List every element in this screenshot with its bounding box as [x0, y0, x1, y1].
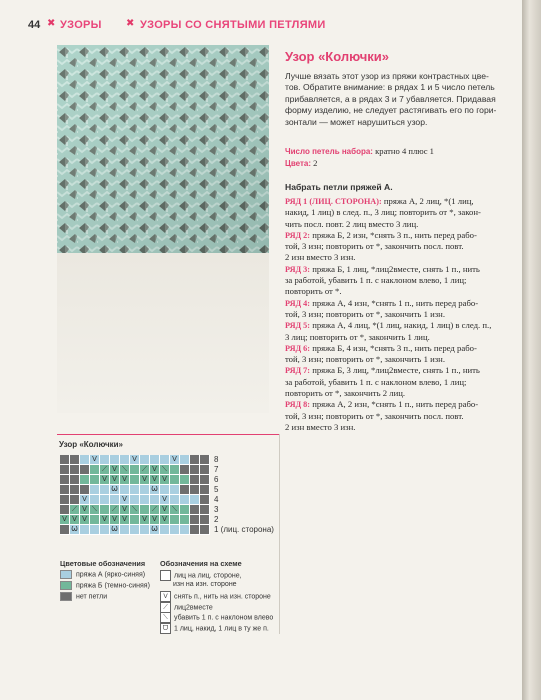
chart-cell — [90, 495, 100, 505]
chart-title: Узор «Колючки» — [59, 440, 123, 449]
chart-cell — [190, 455, 200, 465]
chart-cell — [200, 455, 210, 465]
chart-cell — [180, 515, 190, 525]
row-text: пряжа А, 2 изн, *снять 1 п., нить перед рабо- — [310, 399, 479, 410]
row-text: повторить от *. — [285, 286, 342, 297]
chart-cell: ⟋ — [70, 505, 80, 515]
chart-cell — [100, 485, 110, 495]
chart-cell — [80, 465, 90, 475]
intro-line: прибавляется, а в рядах 3 и 7 убавляется. Придавая — [285, 93, 496, 104]
chart-cell: V — [80, 515, 90, 525]
chart-cell — [70, 455, 80, 465]
chart-cell — [60, 485, 70, 495]
row-text: за работой, убавить 1 п. с наклоном влево, 1 лиц; — [285, 275, 467, 286]
chart-cell — [60, 505, 70, 515]
symbol-key-item — [160, 581, 237, 588]
row-instruction-line — [285, 275, 510, 286]
book-spine — [522, 0, 541, 700]
row-instructions — [285, 196, 510, 433]
chart-cell — [70, 485, 80, 495]
chart-cell: V — [160, 505, 170, 515]
chart-cell: V — [100, 475, 110, 485]
row-instruction-line — [285, 264, 510, 275]
chart-cell — [160, 485, 170, 495]
chart-cell — [200, 525, 210, 535]
chart-cell — [170, 485, 180, 495]
chart-cell — [180, 525, 190, 535]
chart-cell — [180, 485, 190, 495]
chart-cell — [120, 485, 130, 495]
row-number: 1 (лиц. сторона) — [214, 525, 274, 534]
chart-cell — [80, 455, 90, 465]
row-label: РЯД 8: — [285, 400, 311, 410]
intro-line: зонтали — может нарушиться узор. — [285, 116, 428, 127]
chart-cell: V — [80, 505, 90, 515]
page-header — [0, 16, 522, 36]
row-text: той, 3 изн; повторить от *, закончить посл. повт. — [285, 241, 464, 252]
row-instruction-line — [285, 219, 510, 230]
intro-line: Лучше вязать этот узор из пряжи контрастных цве- — [285, 71, 489, 81]
chart-cell: V — [150, 515, 160, 525]
chart-cell: V — [140, 515, 150, 525]
row-instruction-line — [285, 286, 510, 297]
intro-line: форму изделию, не следует растягивать его по гори- — [285, 105, 497, 116]
panel-divider — [279, 434, 280, 634]
chart-cell — [200, 485, 210, 495]
symbol-swatch: V — [160, 591, 171, 602]
row-instruction-line — [285, 377, 510, 388]
pattern-photo — [57, 45, 269, 253]
row-text: той, 3 изн; повторить от *, закончить 1 изн. — [285, 308, 445, 319]
chart-cell — [140, 485, 150, 495]
chart-cell — [120, 525, 130, 535]
cast-on-value: кратно 4 плюс 1 — [372, 146, 434, 156]
chart-cell — [190, 525, 200, 535]
chart-cell — [70, 475, 80, 485]
row-text: пряжа А, 4 изн, *снять 1 п., нить перед рабо- — [310, 297, 479, 308]
chart-cell — [130, 495, 140, 505]
chart-cell — [60, 525, 70, 535]
row-instruction-line — [285, 332, 510, 343]
row-text: 2 изн вместо 3 изн. — [285, 252, 356, 263]
chart-cell: V — [70, 515, 80, 525]
chart-cell: V — [100, 515, 110, 525]
row-instruction-line — [285, 399, 510, 410]
symbol-key-item — [160, 612, 273, 623]
row-text: накид, 1 лиц) в след. п., 3 лиц; повторить от *, закон- — [285, 207, 481, 218]
chart-cell: ⟍ — [90, 505, 100, 515]
header-separator-icon: ✖ — [126, 18, 135, 29]
color-key-label: пряжа А (ярко-синяя) — [76, 571, 146, 579]
chart-cell — [110, 455, 120, 465]
row-instruction-line — [285, 298, 510, 309]
chart-cell — [160, 455, 170, 465]
chart-cell: ⟋ — [140, 465, 150, 475]
color-key-title: Цветовые обозначения — [60, 559, 146, 568]
row-text: пряжа Б, 3 лиц, *лиц2вместе, снять 1 п., нить — [310, 365, 480, 376]
color-swatch — [60, 570, 72, 579]
chart-cell — [100, 455, 110, 465]
chart-cell — [140, 525, 150, 535]
cast-on-instruction: Набрать петли пряжей А. — [285, 182, 393, 192]
chart-cell — [140, 495, 150, 505]
row-text: пряжа А, 4 лиц, *(1 лиц, накид, 1 лиц) в след. п., — [310, 320, 492, 331]
color-key-item — [60, 592, 107, 601]
row-instruction-line — [285, 241, 510, 252]
chart-cell: V — [160, 475, 170, 485]
chart-cell — [190, 465, 200, 475]
chart-cell — [180, 465, 190, 475]
pattern-title: Узор «Колючки» — [285, 49, 389, 64]
chart-cell — [150, 495, 160, 505]
chart-cell: V — [120, 505, 130, 515]
page-number: 44 — [28, 19, 41, 31]
chart-cell — [100, 525, 110, 535]
row-number: 7 — [214, 465, 219, 474]
row-label: РЯД 3: — [285, 264, 311, 274]
symbol-swatch — [160, 570, 171, 581]
symbol-key-label: лиц2вместе — [174, 603, 213, 611]
chart-cell: V — [170, 455, 180, 465]
chart-cell — [150, 455, 160, 465]
row-text: 2 изн вместо 3 изн. — [285, 421, 356, 432]
chart-cell: ⟋ — [150, 505, 160, 515]
row-text: чить посл. повт. 2 лиц вместо 3 лиц. — [285, 218, 419, 229]
cast-on-label: Число петель набора: — [285, 147, 373, 156]
row-number: 4 — [214, 495, 219, 504]
chart-cell: ⟍ — [130, 505, 140, 515]
chart-cell — [90, 465, 100, 475]
chart-cell — [140, 455, 150, 465]
symbol-key-label: снять п., нить на изн. стороне — [174, 593, 271, 601]
chart-cell — [200, 495, 210, 505]
symbol-key-item — [160, 570, 242, 581]
chart-cell — [80, 525, 90, 535]
chart-cell — [190, 515, 200, 525]
chart-cell — [60, 455, 70, 465]
chart-cell: V — [80, 495, 90, 505]
chart-cell — [70, 465, 80, 475]
row-number: 5 — [214, 485, 219, 494]
row-instruction-line — [285, 230, 510, 241]
row-text: пряжа Б, 1 лиц, *лиц2вместе, снять 1 п., нить — [310, 263, 480, 274]
chart-cell: V — [150, 475, 160, 485]
symbol-key-label: убавить 1 п. с наклоном влево — [174, 614, 274, 622]
chart-cell: ⟋ — [100, 465, 110, 475]
section-title: УЗОРЫ — [60, 19, 102, 31]
chart-cell: ⟍ — [160, 465, 170, 475]
colors-label: Цвета: — [285, 159, 312, 168]
row-instruction-line — [285, 343, 510, 354]
chart-cell: V — [120, 495, 130, 505]
chart-cell: Ѡ — [150, 525, 160, 535]
chart-cell: ⟋ — [110, 505, 120, 515]
chart-cell — [200, 465, 210, 475]
chart-cell: V — [120, 515, 130, 525]
chart-cell: V — [120, 475, 130, 485]
color-swatch — [60, 592, 72, 601]
chart-cell — [60, 475, 70, 485]
header-separator-icon: ✖ — [47, 18, 56, 29]
row-label: РЯД 7: — [285, 366, 311, 376]
symbol-key-item — [160, 623, 269, 634]
color-key-label: нет петли — [76, 593, 108, 601]
chart-cell: ⟍ — [120, 465, 130, 475]
symbol-swatch: ⟍ — [160, 612, 171, 623]
chart-cell — [90, 515, 100, 525]
row-text: пряжа Б, 2 изн, *снять 3 п., нить перед рабо- — [310, 229, 477, 240]
row-instruction-line — [285, 320, 510, 331]
chart-cell: V — [130, 455, 140, 465]
chart-cell — [200, 505, 210, 515]
chart-cell — [100, 495, 110, 505]
chart-cell — [70, 495, 80, 505]
chart-cell — [200, 475, 210, 485]
row-instruction-line — [285, 196, 510, 207]
row-label: РЯД 2: — [285, 230, 311, 240]
symbol-key-label: лиц на лиц. стороне, — [174, 572, 242, 580]
row-number: 2 — [214, 515, 219, 524]
chart-cell — [90, 475, 100, 485]
chart-cell — [130, 475, 140, 485]
row-instruction-line — [285, 207, 510, 218]
chart-cell: V — [110, 475, 120, 485]
subsection-title: УЗОРЫ СО СНЯТЫМИ ПЕТЛЯМИ — [140, 19, 326, 31]
chart-cell: V — [160, 495, 170, 505]
chart-cell — [160, 525, 170, 535]
chart-cell: ⟍ — [170, 505, 180, 515]
chart-cell: V — [140, 475, 150, 485]
colors-value: 2 — [311, 158, 318, 168]
chart-cell: V — [160, 515, 170, 525]
chart-cell — [130, 515, 140, 525]
row-label: РЯД 6: — [285, 343, 311, 353]
row-label: РЯД 4: — [285, 298, 311, 308]
symbol-key-item — [160, 602, 213, 613]
symbol-swatch: ᗜ — [160, 623, 171, 634]
chart-cell: Ѡ — [110, 525, 120, 535]
chart-cell — [190, 495, 200, 505]
row-text: пряжа Б, 4 изн, *снять 3 п., нить перед рабо- — [310, 342, 477, 353]
pattern-intro — [285, 71, 507, 128]
chart-cell — [200, 515, 210, 525]
chart-cell: V — [60, 515, 70, 525]
color-swatch — [60, 581, 72, 590]
chart-cell — [90, 525, 100, 535]
chart-cell: Ѡ — [110, 485, 120, 495]
chart-cell — [180, 475, 190, 485]
row-instruction-line — [285, 309, 510, 320]
symbol-key-item — [160, 591, 271, 602]
row-instruction-line — [285, 354, 510, 365]
chart-cell — [110, 495, 120, 505]
row-number: 8 — [214, 455, 219, 464]
color-key-item — [60, 570, 145, 579]
chart-cell — [180, 495, 190, 505]
chart-cell — [190, 485, 200, 495]
row-text: повторить от *, закончить 2 лиц. — [285, 388, 406, 399]
chart-cell — [80, 485, 90, 495]
row-instruction-line — [285, 365, 510, 376]
chart-cell — [170, 515, 180, 525]
row-number: 6 — [214, 475, 219, 484]
chart-cell — [80, 475, 90, 485]
row-text: пряжа А, 2 лиц, *(1 лиц, — [381, 196, 474, 206]
color-key-label: пряжа Б (темно-синяя) — [76, 582, 150, 590]
row-instruction-line — [285, 411, 510, 422]
chart-cell: V — [110, 465, 120, 475]
cast-on-count — [285, 146, 434, 156]
symbol-key-label: изн на изн. стороне — [173, 580, 237, 588]
row-text: той, 3 изн; повторить от *, закончить посл. повт. — [285, 410, 464, 421]
row-instruction-line — [285, 252, 510, 263]
chart-cell — [170, 495, 180, 505]
symbol-swatch: ⟋ — [160, 602, 171, 613]
row-instruction-line — [285, 422, 510, 433]
photo-margin — [57, 253, 269, 413]
chart-cell — [120, 455, 130, 465]
chart-cell — [190, 505, 200, 515]
chart-cell — [130, 485, 140, 495]
chart-cell — [60, 465, 70, 475]
chart-cell — [130, 525, 140, 535]
row-text: 3 лиц; повторить от *, закончить 1 лиц. — [285, 331, 430, 342]
row-text: за работой, убавить 1 п. с наклоном влево, 1 лиц; — [285, 376, 467, 387]
symbol-key-label: 1 лиц, накид, 1 лиц в ту же п. — [174, 624, 269, 632]
chart-cell — [60, 495, 70, 505]
intro-line: тов. Обратите внимание: в рядах 1 и 5 число петель — [285, 82, 495, 93]
chart-cell: Ѡ — [150, 485, 160, 495]
chart-cell: V — [150, 465, 160, 475]
symbol-key-title: Обозначения на схеме — [160, 559, 242, 568]
row-label: РЯД 1 (ЛИЦ. СТОРОНА): — [285, 197, 382, 206]
chart-cell — [90, 485, 100, 495]
row-text: той, 3 изн; повторить от *, закончить 1 изн. — [285, 354, 445, 365]
chart-cell: V — [110, 515, 120, 525]
chart-cell — [140, 505, 150, 515]
chart-cell — [170, 465, 180, 475]
color-key-item — [60, 581, 150, 590]
row-number: 3 — [214, 505, 219, 514]
chart-cell — [190, 475, 200, 485]
row-instruction-line — [285, 388, 510, 399]
chart-cell — [170, 475, 180, 485]
row-label: РЯД 5: — [285, 321, 311, 331]
chart-cell — [180, 505, 190, 515]
chart-cell: Ѡ — [70, 525, 80, 535]
chart-cell — [180, 455, 190, 465]
chart-cell: V — [90, 455, 100, 465]
chart-cell — [170, 525, 180, 535]
chart-cell — [100, 505, 110, 515]
colors-count — [285, 158, 317, 168]
chart-cell — [130, 465, 140, 475]
